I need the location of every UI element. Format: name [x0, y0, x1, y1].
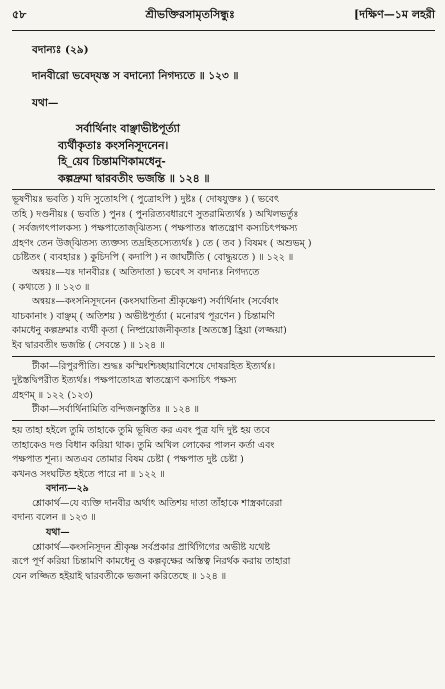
commentary-line: ভূষণীয়ঃ ভবতি ) যদি সুতোঽপি ( পুত্রোঽপি ) দুষ্টঃ ( দোষযুক্তঃ ) ( ভবেৎ [12, 194, 280, 205]
verse-line: ব্যর্থীকৃতাঃ কংসনিসূদনেন। [58, 138, 169, 152]
page-number: ৫৮ [12, 8, 27, 21]
translation-line: হয় তাহা হইলে তুমি তাহাকে তুমি ভূষিত কর এবং পুত্র যদি দুষ্ট হয় তবে [12, 424, 270, 436]
section-rule [12, 420, 435, 421]
commentary-line: চেষ্টিতং ( ব্যবহারঃ ) কুচিদপি ( কদাপি ) ন জাঘটীতি ( বোদ্ধুয়তে ) ॥ ১২২ ॥ [12, 252, 294, 264]
shlokartha-line: শ্লোকার্থ—যে ব্যক্তি দানবীর অর্থাৎ অতিশয় দাতা তাঁহাকে শাস্ত্রকারেরা [32, 497, 283, 509]
header-rule [12, 30, 435, 31]
section-rule [12, 189, 435, 190]
section-rule [12, 356, 435, 357]
section-label: [দক্ষিণ—১ম লহরী [354, 8, 435, 21]
tika-line: দুষ্টস্তদ্বিপরীত ইত্যর্থঃ। পক্ষপাতোঽত্র স্বাতন্ত্র্যেণ কস্যচিৎ পক্ষস্য [12, 375, 237, 387]
commentary-line: তহি ) দণ্ডনীয়ঃ ( ভবতি ) পুনঃ ( পুনরিত্যবধারণে সুতরামিত্যর্থঃ ) অখিলভর্তুঃ [12, 208, 299, 220]
anvaya-line: ইব দ্বারবতীং ভজন্তি ( সেবন্তে ) ॥ ১২৪ ॥ [12, 339, 165, 351]
tika-line: টীকা—সর্বার্থিনামিতি বন্দিজনস্তুতিঃ ॥ ১২৪ ॥ [32, 404, 199, 416]
shlokartha-line: রূপে পূর্ণ করিয়া চিন্তামণি কামধেনু ও কল্পবৃক্ষের অস্তিত্ব নিরর্থক করায় তাহারা [12, 556, 291, 568]
yatha-label: যথা— [46, 527, 70, 539]
anvaya-line: যাচকানাং ) বাঞ্ছম্ ( অতিশয় ) অভীষ্টপূর্ত্যা ( মনোরথ পূরণেন ) চিন্তামণি [12, 310, 275, 322]
tika-line: টীকা—রিপুরপীতি। শুদ্ধঃ কস্মিংশ্চিচ্ছায়াবিশেষে দোষরহিত ইত্যর্থঃ। [32, 360, 276, 372]
commentary-line: ( সর্বজগৎপালকস্য ) পক্ষপাতোজ্‌ঝিতস্য ( পক্ষপাতঃ স্বাতন্ত্রোণ কস্যচিৎপক্ষস্য [12, 223, 298, 235]
yatha-label: যথা— [32, 96, 59, 109]
anvaya-line: কামধেনু কল্পদ্রুমাঃ ব্যর্থী কৃতা ( নিষ্প্রয়োজনীকৃতাঃ [অতস্তে] হ্রিয়া (লজ্জয়া) [12, 325, 287, 337]
commentary-line: গ্রহণং তেন উজ্‌ঝিতস্য ত্যক্তস্য তদ্রহিতস্যেত্যর্থঃ ) তে ( তব ) বিষমং ( অশুভম্ ) [12, 237, 312, 249]
shlokartha-line: যেন লজ্জিত হইয়াই দ্বারবতীকে ভজনা করিতেছে ॥ ১২৪ ॥ [12, 570, 227, 582]
shlokartha-line: বদান্য বলেন ॥ ১২৩ ॥ [12, 512, 96, 524]
running-header [12, 6, 435, 28]
verse-line: হি_য়েব চিন্তামণিকামধেনু- [58, 155, 166, 168]
sanskrit-block [12, 42, 435, 188]
shlokartha-line: শ্লোকার্থ—কংসনিসূদন শ্রীকৃষ্ণ সর্বপ্রকার প্রার্থিগিগের অভীষ্ট যথেষ্ট [32, 541, 270, 553]
anvaya-line: অন্বয়ঃ—যঃ দানবীরঃ ( অতিদাতা ) ভবেৎ স বদান্যঃ নিগদ্যতে [32, 266, 260, 278]
translation-line: তাহাকেও দণ্ড বিধান করিয়া থাক। তুমি অখিল লোকের পালন কর্তা এবং [12, 439, 275, 451]
tika-line: গ্রহণম্ ॥ ১২২ (১২৩) [12, 389, 93, 401]
vadanya-subheading: বদান্য—২৯ [46, 483, 89, 495]
commentary-block [12, 193, 435, 354]
tika-block [12, 360, 435, 418]
sanskrit-line: দানবীরো ভবেদ্‌যস্ত স বদান্যো নিগদ্যতে ॥ ১২৩ ॥ [32, 70, 239, 82]
verse-line: সর্বার্থিনাং বাঞ্ছাভীষ্টপূর্ত্যা [76, 122, 180, 135]
translation-line: পক্ষপাত শূন্য। অতএব তোমার বিষম চেষ্টা ( পক্ষপাত দুষ্ট চেষ্টা ) [12, 454, 244, 466]
book-title: শ্রীভক্তিরসামৃতসিন্ধুঃ [145, 8, 235, 21]
translation-line: কখনও সংঘটিত হইতে পারে না ॥ ১২২ ॥ [12, 468, 165, 480]
anvaya-line: ( কথ্যতে ) ॥ ১২৩ ॥ [12, 281, 90, 293]
bengali-translation-block [12, 424, 435, 585]
vadanya-heading: বদান্যঃ (২৯) [32, 43, 89, 56]
anvaya-line: অন্বয়ঃ—কংসনিসূদনেন (কংসঘাতিনা শ্রীকৃষ্ণেণ) সর্বার্থিনাং (সর্বেষাং [32, 296, 279, 308]
verse-line: কল্পদ্রুমা দ্বারবতীং ভজন্তি ॥ ১২৪ ॥ [58, 171, 210, 185]
